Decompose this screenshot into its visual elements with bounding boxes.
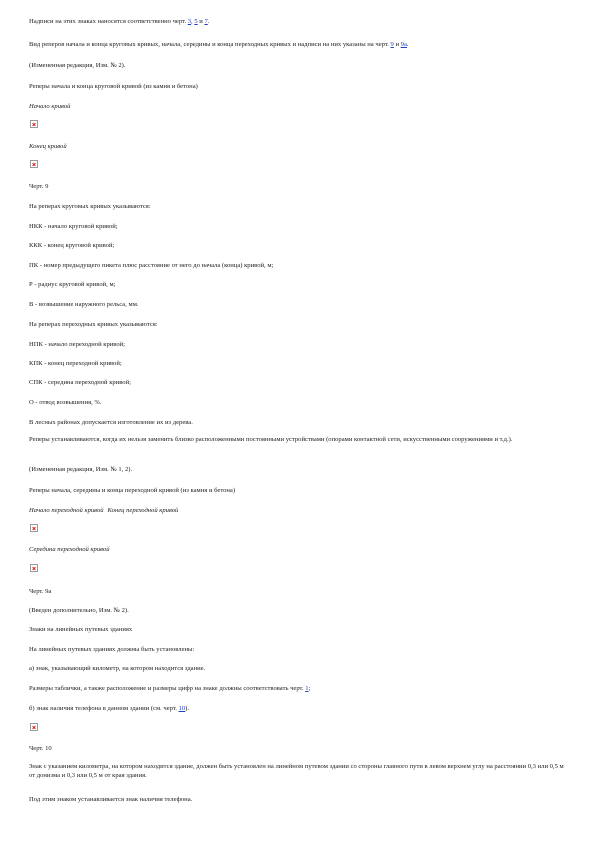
broken-image-icon	[30, 120, 38, 128]
paragraph-signs-reference: Надписи на этих знаках наносятся соответственно черт. 3, 5 и 7.	[29, 18, 210, 25]
amendment-note-2: (Измененная редакция, Изм. № 1, 2).	[29, 466, 133, 473]
list-item-kpk: КПК - конец переходной кривой;	[29, 360, 122, 367]
markers-transition-heading: Реперы начала, середины и конца переходной кривой (из камня и бетона)	[29, 487, 236, 494]
broken-image-icon	[30, 160, 38, 168]
broken-image-icon	[30, 723, 38, 731]
list-item-spk: СПК - середина переходной кривой;	[29, 379, 131, 386]
markers-circular-heading: Реперы начала и конца круговой кривой (из камня и бетона)	[29, 83, 198, 90]
figure-label-9: Черт. 9	[29, 183, 49, 190]
broken-image-icon	[30, 524, 38, 532]
figure-label-10: Черт. 10	[29, 745, 52, 752]
transition-markers-list-heading: На реперах переходных кривых указываются:	[29, 321, 158, 328]
paragraph-markers-reference: Вид реперов начала и конца круговых кривых, начала, середины и конца переходных кривых и надписи на них указаны на черт. 9 и 9а.	[29, 41, 409, 48]
caption-curve-start: Начало кривой	[29, 103, 71, 110]
paragraph-installation: Реперы устанавливаются, когда их нельзя заменить близко расположенными постоянными устройствами (опорами контактной сети, искусственными сооружениями и т.д.).	[29, 436, 513, 443]
figure-label-9a: Черт. 9а	[29, 588, 52, 595]
link-fig-1[interactable]: 1	[305, 685, 309, 692]
list-item-o: О - отвод возвышения, %.	[29, 399, 102, 406]
list-item-pk: ПК - номер предыдущего пикета плюс расстояние от него до начала (конца) кривой, м;	[29, 262, 274, 269]
link-fig-9a[interactable]: 9а	[400, 41, 407, 48]
caption-transition-start-end	[29, 506, 565, 515]
paragraph-plate-size: Размеры таблички, а также расположение и размеры цифр на знаке должны соответствовать черт. 1;	[29, 685, 311, 692]
caption-transition-middle: Середина переходной кривой	[29, 546, 110, 553]
amendment-note-3: (Введен дополнительно, Изм. № 2).	[29, 607, 129, 614]
link-fig-10[interactable]: 10	[178, 705, 186, 712]
list-item-v: В - возвышение наружного рельса, мм.	[29, 301, 139, 308]
link-fig-5[interactable]: 5	[194, 18, 198, 25]
caption-curve-end: Конец кривой	[29, 143, 67, 150]
paragraph-buildings-intro: На линейных путевых зданиях должны быть установлены:	[29, 646, 195, 653]
caption-transition-end: Конец переходной кривой	[107, 507, 179, 514]
broken-image-icon	[30, 564, 38, 572]
list-item-nkk: НКК - начало круговой кривой;	[29, 223, 118, 230]
section-heading-buildings: Знаки на линейных путевых зданиях	[29, 626, 133, 633]
caption-transition-start: Начало переходной кривой	[29, 507, 104, 514]
circular-markers-list-heading: На реперах круговых кривых указываются:	[29, 203, 151, 210]
list-item-npk: НПК - начало переходной кривой;	[29, 341, 125, 348]
link-fig-9[interactable]: 9	[390, 41, 394, 48]
link-fig-3[interactable]: 3	[187, 18, 192, 25]
amendment-note-1: (Измененная редакция, Изм. № 2).	[29, 62, 126, 69]
list-item-kkk: ККК - конец круговой кривой;	[29, 242, 115, 249]
paragraph-phone-sign: Под этим знаком устанавливается знак наличия телефона.	[29, 796, 193, 803]
paragraph-km-sign-placement: Знак с указанием километра, на котором находится здание, должен быть установлен на линейном путевом здании со стороны главного пути в левом верхнем углу на расстоянии 0,3 или 0,5 м от донизма и 0,3 или 0,5 м от края здания.	[29, 763, 564, 779]
list-item-r: Р - радиус круговой кривой, м;	[29, 281, 116, 288]
link-fig-7[interactable]: 7	[204, 18, 208, 25]
paragraph-wood: В лесных районах допускается изготовление их из дерева.	[29, 419, 193, 426]
list-item-a: а) знак, указывающий километр, на котором находится здание.	[29, 665, 206, 672]
list-item-b: б) знак наличия телефона в данном здании (см. черт. 10).	[29, 705, 190, 712]
